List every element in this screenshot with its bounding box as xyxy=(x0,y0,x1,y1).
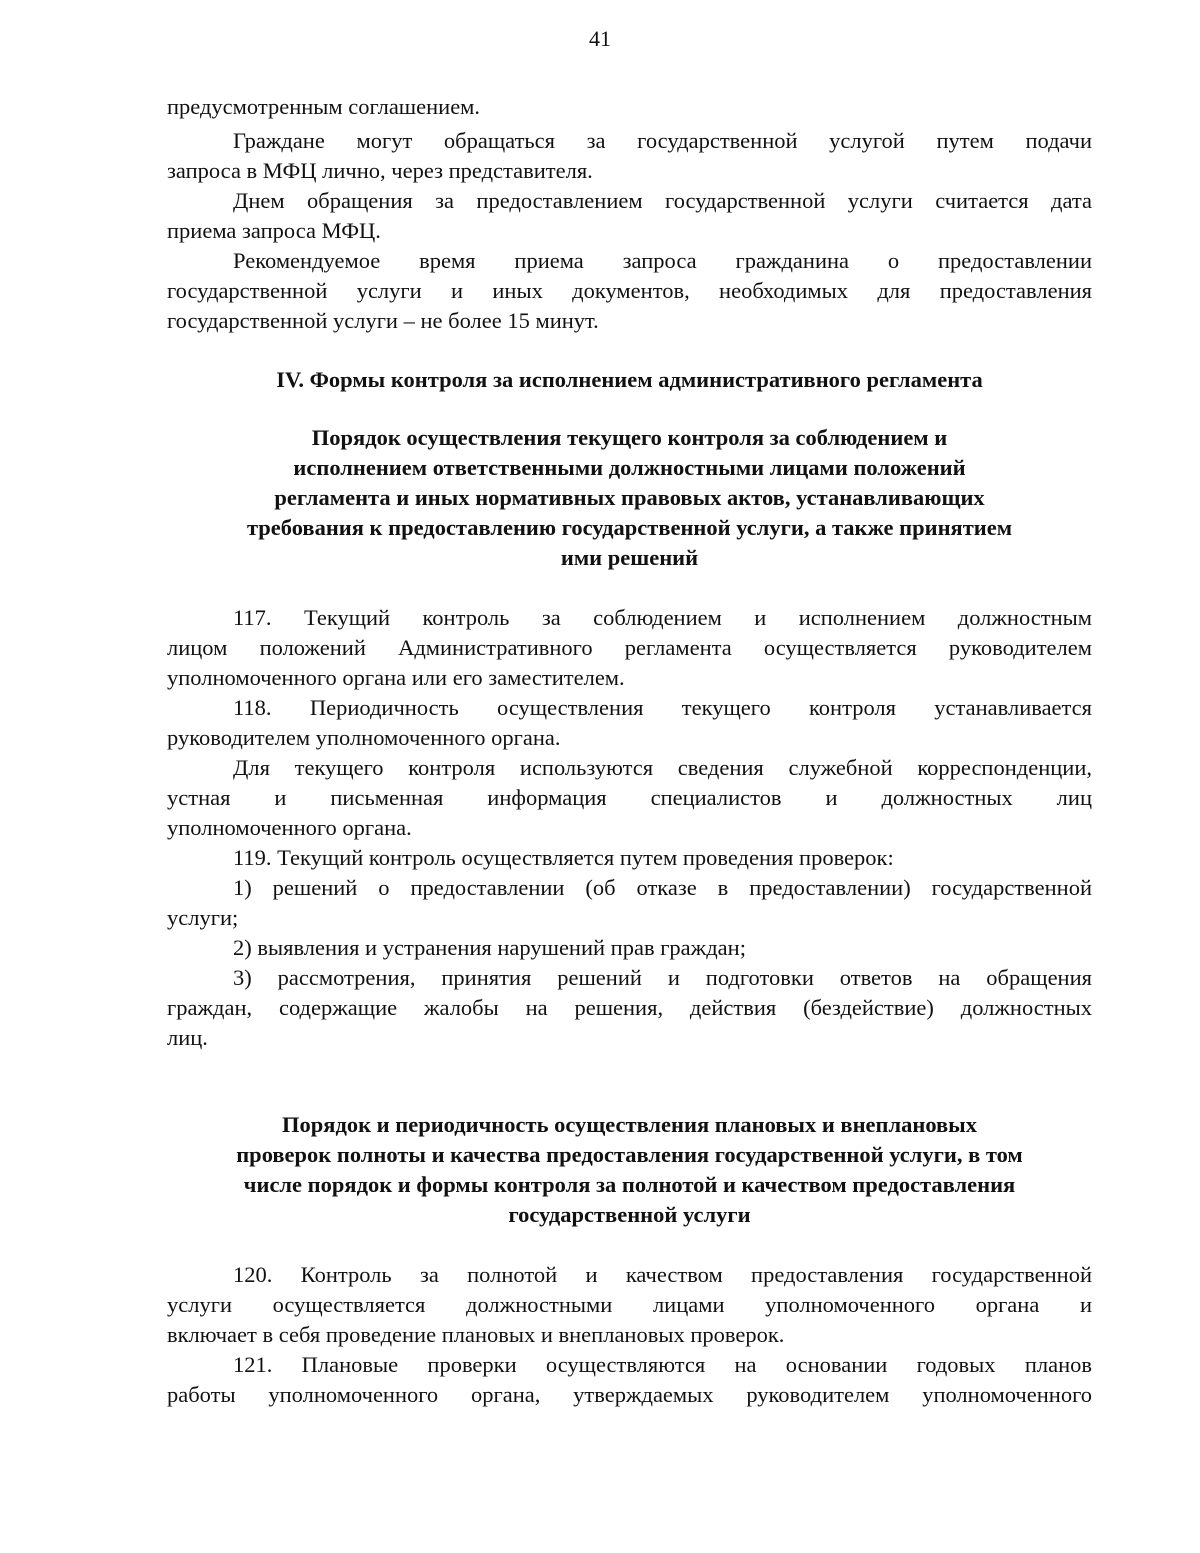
text-line: Днем обращения за предоставлением государственной услуги считается дата xyxy=(233,188,1092,213)
subheading-line: Порядок и периодичность осуществления плановых и внеплановых xyxy=(282,1112,977,1137)
text-line: 118. Периодичность осуществления текущего контроля устанавливается xyxy=(233,695,1092,720)
text-line: включает в себя проведение плановых и внеплановых проверок. xyxy=(167,1322,785,1347)
text-line: предусмотренным соглашением. xyxy=(167,94,481,119)
text-line: 120. Контроль за полнотой и качеством предоставления государственной xyxy=(233,1262,1092,1287)
subheading-line: Порядок осуществления текущего контроля за соблюдением и xyxy=(311,425,948,450)
text-line: Рекомендуемое время приема запроса гражданина о предоставлении xyxy=(233,248,1092,273)
text-line: услуги; xyxy=(167,905,239,930)
text-line: лиц. xyxy=(167,1025,208,1050)
text-line: Для текущего контроля используются сведения служебной корреспонденции, xyxy=(233,755,1092,780)
text-line: 119. Текущий контроль осуществляется путем проведения проверок: xyxy=(233,845,894,870)
text-line: государственной услуги и иных документов, необходимых для предоставления xyxy=(167,278,1092,303)
text-line: уполномоченного органа или его заместителем. xyxy=(167,665,625,690)
text-line: 117. Текущий контроль за соблюдением и исполнением должностным xyxy=(233,605,1092,630)
text-line: граждан, содержащие жалобы на решения, действия (бездействие) должностных xyxy=(167,995,1092,1020)
text-line: 1) решений о предоставлении (об отказе в предоставлении) государственной xyxy=(233,875,1092,900)
subheading-line: проверок полноты и качества предоставления государственной услуги, в том xyxy=(236,1142,1023,1167)
text-line: лицом положений Административного регламента осуществляется руководителем xyxy=(167,635,1092,660)
text-line: 2) выявления и устранения нарушений прав граждан; xyxy=(233,935,746,960)
subheading-line: исполнением ответственными должностными лицами положений xyxy=(293,455,966,480)
subheading-line: числе порядок и формы контроля за полнотой и качеством предоставления xyxy=(243,1172,1016,1197)
text-line: 3) рассмотрения, принятия решений и подготовки ответов на обращения xyxy=(233,965,1092,990)
text-line: запроса в МФЦ лично, через представителя. xyxy=(167,158,593,183)
text-line: устная и письменная информация специалистов и должностных лиц xyxy=(167,785,1092,810)
subheading-line: государственной услуги xyxy=(508,1202,751,1227)
subheading-line: регламента и иных нормативных правовых актов, устанавливающих xyxy=(274,485,985,510)
text-line: работы уполномоченного органа, утверждаемых руководителем уполномоченного xyxy=(167,1382,1092,1407)
section-heading: IV. Формы контроля за исполнением административного регламента xyxy=(276,367,983,392)
text-line: государственной услуги – не более 15 минут. xyxy=(167,308,599,333)
text-line: услуги осуществляется должностными лицами уполномоченного органа и xyxy=(167,1292,1092,1317)
subheading-line: требования к предоставлению государственной услуги, а также принятием xyxy=(246,515,1013,540)
text-line: Граждане могут обращаться за государственной услугой путем подачи xyxy=(233,128,1092,153)
page-number: 41 xyxy=(589,26,611,51)
text-line: 121. Плановые проверки осуществляются на основании годовых планов xyxy=(233,1352,1092,1377)
subheading-line: ими решений xyxy=(560,545,699,570)
text-line: руководителем уполномоченного органа. xyxy=(167,725,561,750)
text-line: уполномоченного органа. xyxy=(167,815,412,840)
text-line: приема запроса МФЦ. xyxy=(167,218,381,243)
